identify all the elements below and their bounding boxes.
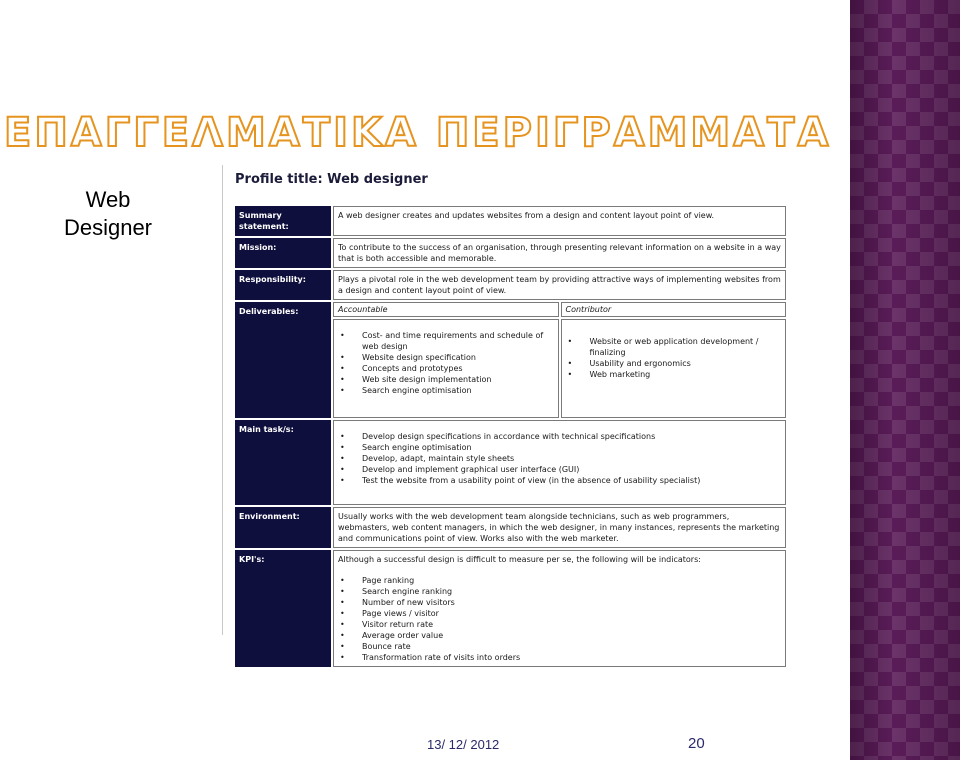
list-item: • Test the website from a usability point of view (in the absence of usability specialist) (338, 475, 781, 486)
list-item: • Visitor return rate (338, 619, 781, 630)
list-item: • Page views / visitor (338, 608, 781, 619)
responsibility-label: Responsibility: (235, 270, 331, 300)
list-item: • Search engine ranking (338, 586, 781, 597)
accountable-cell (333, 319, 559, 418)
main-tasks-label: Main task/s: (235, 420, 331, 505)
list-item: • Develop, adapt, maintain style sheets (338, 453, 781, 464)
list-item: • Web marketing (566, 369, 782, 380)
row-environment (235, 507, 786, 548)
list-item: • Concepts and prototypes (338, 363, 554, 374)
list-item: • Page ranking (338, 575, 781, 586)
row-mission (235, 238, 786, 268)
summary-text: A web designer creates and updates websites from a design and content layout point of view. (333, 206, 786, 236)
row-main-tasks (235, 420, 786, 505)
divider-line (222, 165, 223, 635)
accountable-list (338, 330, 554, 396)
accountable-heading: Accountable (333, 302, 559, 317)
list-item: • Usability and ergonomics (566, 358, 782, 369)
list-item: • Bounce rate (338, 641, 781, 652)
decorative-side-band (850, 0, 960, 760)
list-item: • Search engine optimisation (338, 385, 554, 396)
slide-title: ΕΠΑΓΓΕΛΜΑΤΙΚΑ ΠΕΡΙΓΡΑΜΜΑΤΑ (4, 110, 832, 156)
contributor-list (566, 336, 782, 380)
slide-page-number: 20 (688, 735, 705, 752)
kpis-intro: Although a successful design is difficult to measure per se, the following will be indicators: (338, 555, 701, 564)
list-item: • Develop design specifications in accordance with technical specifications (338, 431, 781, 442)
kpis-list (338, 575, 781, 663)
responsibility-text: Plays a pivotal role in the web development team by providing attractive ways of implementing websites from a design and content layout point of view. (333, 270, 786, 300)
row-kpis (235, 550, 786, 667)
main-tasks-list (338, 431, 781, 486)
slide-subtitle (48, 186, 168, 242)
list-item: • Website or web application development / finalizing (566, 336, 782, 358)
subtitle-line-1: Web (85, 187, 131, 212)
mission-text: To contribute to the success of an organisation, through presenting relevant information on a website in a way that is both accessible and memorable. (333, 238, 786, 268)
profile-table (233, 204, 788, 669)
list-item: • Web site design implementation (338, 374, 554, 385)
environment-text: Usually works with the web development team alongside technicians, such as web programmers, webmasters, web content managers, in which the web designer, in many instances, represents the marketing and communications point of view. Works also with the web marketer. (333, 507, 786, 548)
subtitle-line-2: Designer (63, 215, 153, 240)
main-tasks-cell (333, 420, 786, 505)
slide-date: 13/ 12/ 2012 (427, 737, 500, 752)
row-deliverables-head (235, 302, 786, 317)
list-item: • Number of new visitors (338, 597, 781, 608)
kpis-label: KPI's: (235, 550, 331, 667)
profile-title: Profile title: Web designer (235, 172, 428, 187)
list-item: • Website design specification (338, 352, 554, 363)
row-summary (235, 206, 786, 236)
list-item: • Develop and implement graphical user interface (GUI) (338, 464, 781, 475)
environment-label: Environment: (235, 507, 331, 548)
list-item: • Average order value (338, 630, 781, 641)
list-item: • Transformation rate of visits into orders (338, 652, 781, 663)
mission-label: Mission: (235, 238, 331, 268)
deliverables-label: Deliverables: (235, 302, 331, 418)
list-item: • Search engine optimisation (338, 442, 781, 453)
profile-document (235, 170, 788, 669)
list-item: • Cost- and time requirements and schedule of web design (338, 330, 554, 352)
contributor-heading: Contributor (561, 302, 787, 317)
row-responsibility (235, 270, 786, 300)
contributor-cell (561, 319, 787, 418)
summary-label: Summary statement: (235, 206, 331, 236)
kpis-cell (333, 550, 786, 667)
